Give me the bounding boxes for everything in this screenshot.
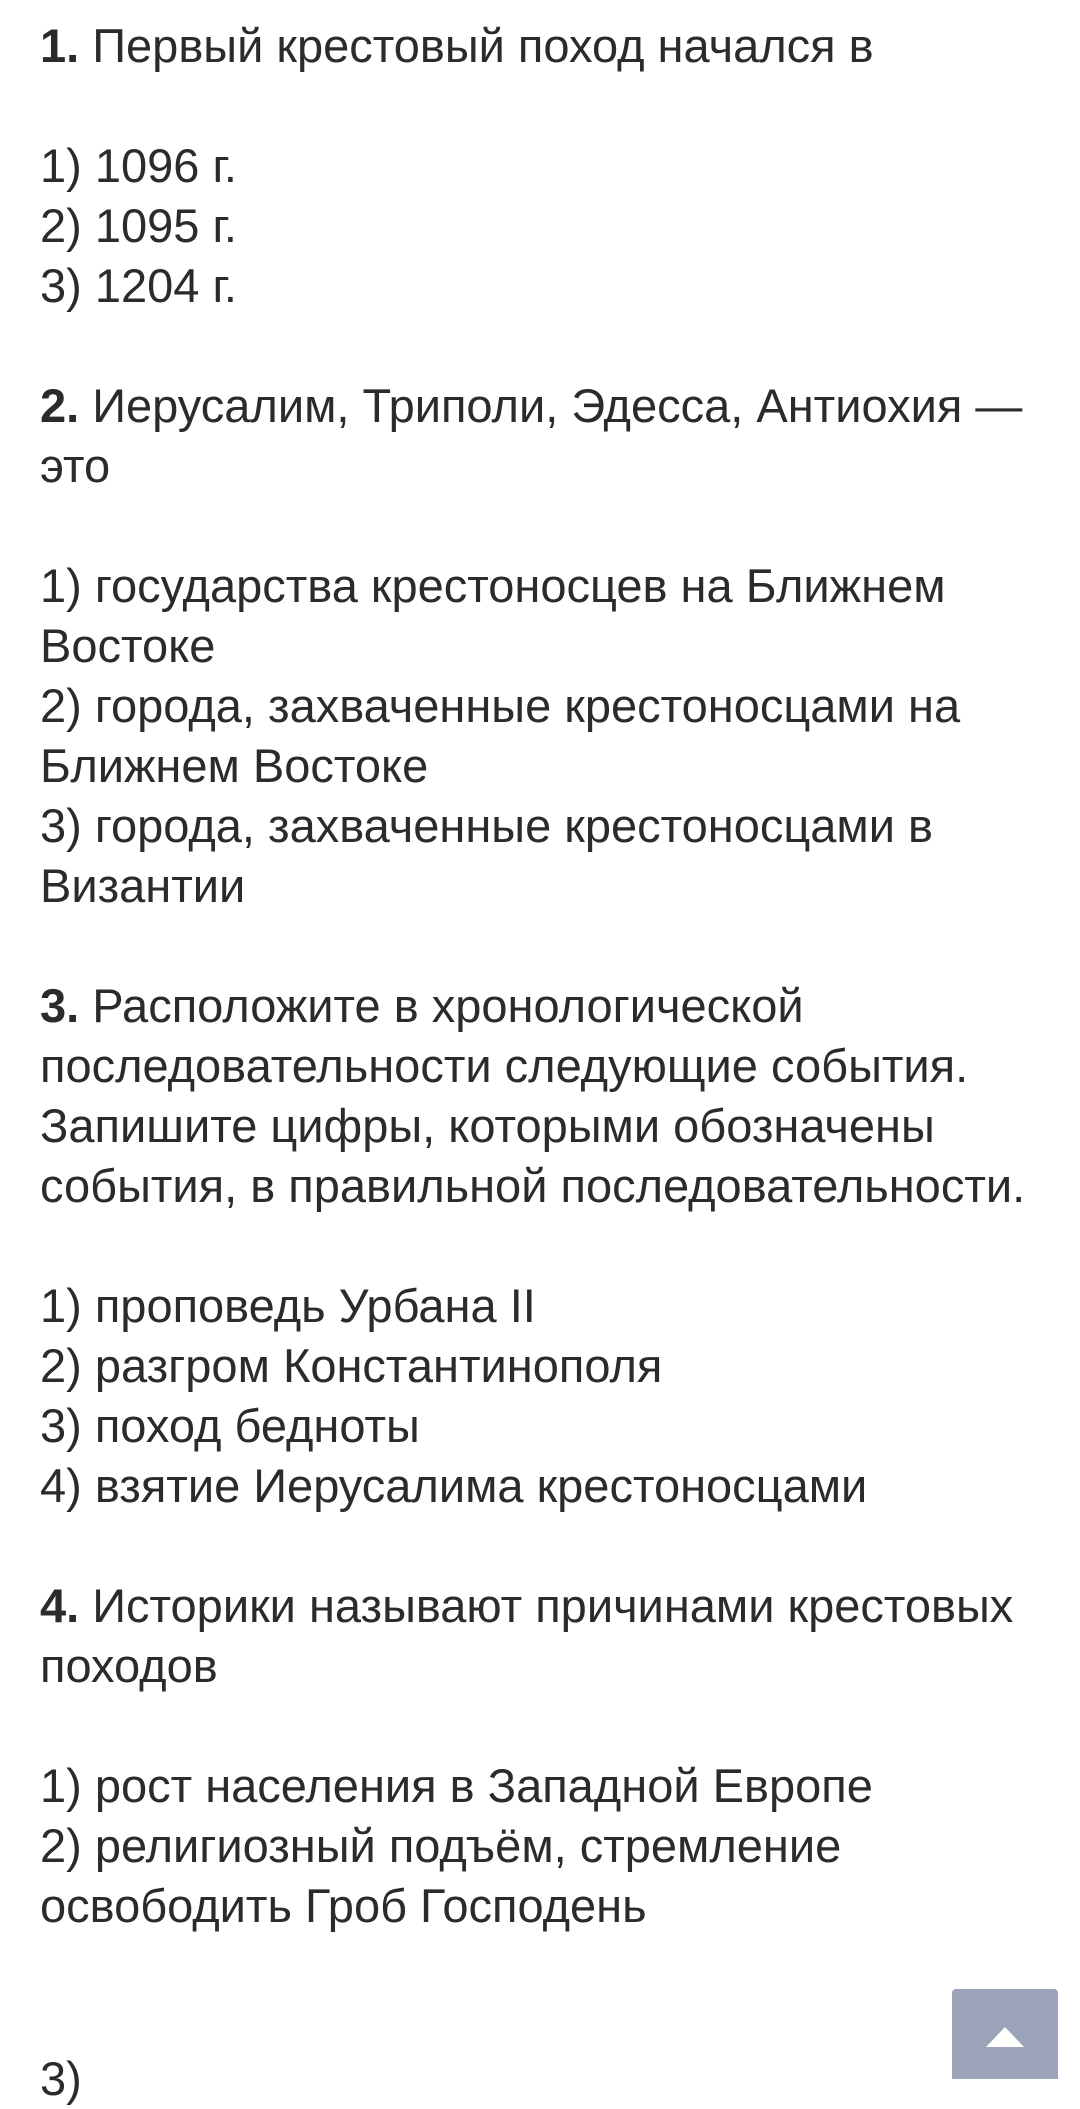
answer-option: 3) 1204 г. <box>40 259 237 312</box>
question-text: Расположите в хронологической последовательности следующие события. Запишите цифры, которыми обозначены события, в правильной последовательности. <box>40 979 1026 1212</box>
question-3 <box>40 976 1050 1216</box>
question-text: Первый крестовый поход начался в <box>92 19 874 72</box>
question-number: 4. <box>40 1579 80 1632</box>
question-number: 2. <box>40 379 80 432</box>
question-text: Историки называют причинами крестовых походов <box>40 1579 1014 1692</box>
partial-answer-option: 3) <box>40 2052 82 2105</box>
question-block-2 <box>40 376 1050 916</box>
triangle-up-icon <box>986 2027 1024 2047</box>
answer-option: 2) 1095 г. <box>40 199 237 252</box>
question-block-1 <box>40 16 1050 316</box>
answer-list <box>40 1756 1050 1936</box>
question-number: 3. <box>40 979 80 1032</box>
answer-list <box>40 1276 1050 1516</box>
question-block-4 <box>40 1576 1050 1936</box>
scroll-to-top-button[interactable] <box>952 1989 1058 2079</box>
answer-option: 1) проповедь Урбана II <box>40 1279 536 1332</box>
answer-option: 1) государства крестоносцев на Ближнем Востоке <box>40 559 946 672</box>
answer-option: 4) взятие Иерусалима крестоносцами <box>40 1459 868 1512</box>
question-block-3 <box>40 976 1050 1516</box>
question-4 <box>40 1576 1050 1696</box>
answer-option: 2) разгром Константинополя <box>40 1339 663 1392</box>
answer-option: 2) города, захваченные крестоносцами на Ближнем Востоке <box>40 679 961 792</box>
question-text: Иерусалим, Триполи, Эдесса, Антиохия — это <box>40 379 1023 492</box>
question-number: 1. <box>40 19 80 72</box>
answer-option: 2) религиозный подъём, стремление освободить Гроб Господень <box>40 1819 842 1932</box>
answer-option: 3) поход бедноты <box>40 1399 420 1452</box>
answer-option: 1) рост населения в Западной Европе <box>40 1759 873 1812</box>
answer-option: 3) города, захваченные крестоносцами в Византии <box>40 799 933 912</box>
answer-list <box>40 136 1050 316</box>
answer-option: 1) 1096 г. <box>40 139 237 192</box>
question-1 <box>40 16 1050 76</box>
answer-list <box>40 556 1050 916</box>
quiz-content <box>40 16 1050 1996</box>
question-2 <box>40 376 1050 496</box>
